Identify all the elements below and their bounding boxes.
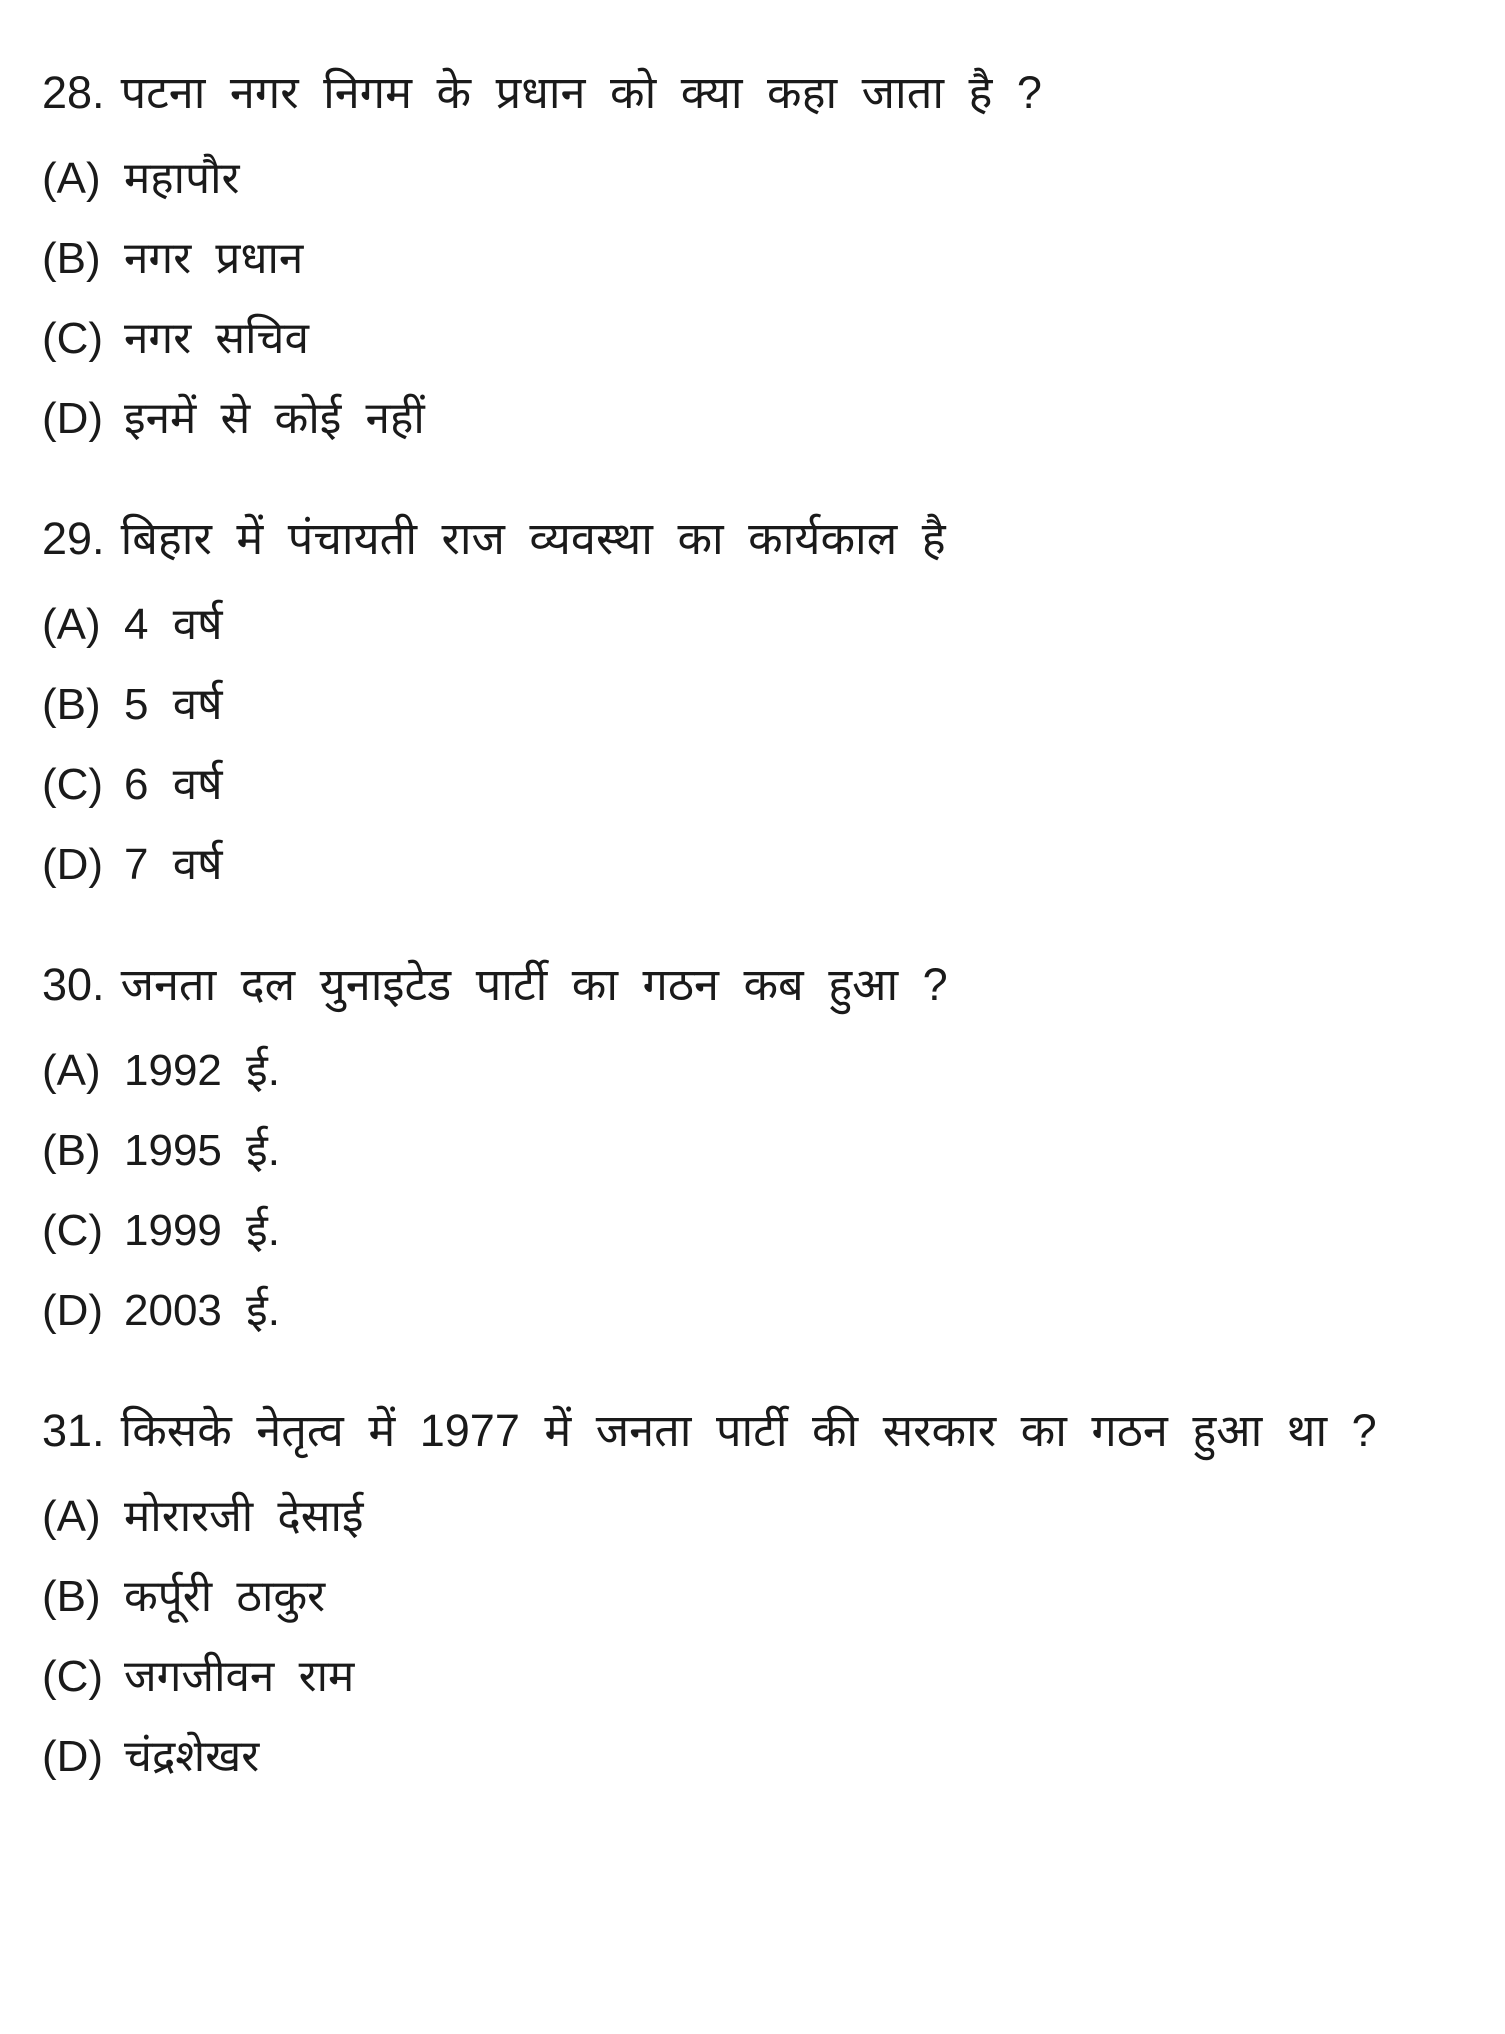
option-text: 2003 ई. [124,1286,280,1335]
option-row-c [42,1648,1465,1706]
question-block-30 [42,956,1465,1340]
question-number: 28. [42,67,105,118]
option-row-a [42,1488,1465,1546]
option-row-d [42,1282,1465,1340]
option-label: (D) [42,1732,104,1781]
option-label: (D) [42,840,104,889]
option-row-a [42,1042,1465,1100]
question-text: किसके नेतृत्व में 1977 में जनता पार्टी की सरकार का गठन हुआ था ? [120,1405,1377,1456]
option-text: जगजीवन राम [124,1652,355,1701]
question-line [42,510,1465,568]
option-row-d [42,836,1465,894]
option-row-d [42,390,1465,448]
question-line [42,1402,1465,1460]
option-label: (C) [42,1206,104,1255]
option-label: (B) [42,1572,101,1621]
option-label: (A) [42,154,101,203]
question-line [42,956,1465,1014]
option-label: (C) [42,1652,104,1701]
question-block-31 [42,1402,1465,1786]
question-line [42,64,1465,122]
option-label: (D) [42,394,104,443]
option-text: चंद्रशेखर [124,1732,260,1781]
question-block-29 [42,510,1465,894]
option-label: (A) [42,1046,101,1095]
option-label: (A) [42,1492,101,1541]
option-row-b [42,676,1465,734]
question-number: 31. [42,1405,105,1456]
option-row-c [42,310,1465,368]
option-text: नगर सचिव [124,314,309,363]
option-row-b [42,230,1465,288]
option-text: 7 वर्ष [124,840,223,889]
option-label: (D) [42,1286,104,1335]
option-text: 1995 ई. [124,1126,280,1175]
question-block-28 [42,64,1465,448]
option-row-a [42,596,1465,654]
question-number: 30. [42,959,105,1010]
option-text: 1992 ई. [124,1046,280,1095]
option-label: (B) [42,680,101,729]
option-text: नगर प्रधान [124,234,304,283]
option-label: (A) [42,600,101,649]
option-text: 6 वर्ष [124,760,223,809]
option-row-d [42,1728,1465,1786]
option-row-a [42,150,1465,208]
question-text: जनता दल युनाइटेड पार्टी का गठन कब हुआ ? [120,959,948,1010]
option-row-c [42,1202,1465,1260]
option-label: (B) [42,1126,101,1175]
question-text: पटना नगर निगम के प्रधान को क्या कहा जाता है ? [120,67,1042,118]
question-text: बिहार में पंचायती राज व्यवस्था का कार्यकाल है [120,513,946,564]
option-row-b [42,1122,1465,1180]
option-text: इनमें से कोई नहीं [124,394,425,443]
option-text: कर्पूरी ठाकुर [124,1572,326,1621]
option-label: (C) [42,760,104,809]
option-row-b [42,1568,1465,1626]
option-text: मोरारजी देसाई [124,1492,364,1541]
option-text: 4 वर्ष [124,600,223,649]
question-number: 29. [42,513,105,564]
option-row-c [42,756,1465,814]
option-text: महापौर [124,154,240,203]
option-label: (B) [42,234,101,283]
option-text: 5 वर्ष [124,680,223,729]
option-label: (C) [42,314,104,363]
option-text: 1999 ई. [124,1206,280,1255]
